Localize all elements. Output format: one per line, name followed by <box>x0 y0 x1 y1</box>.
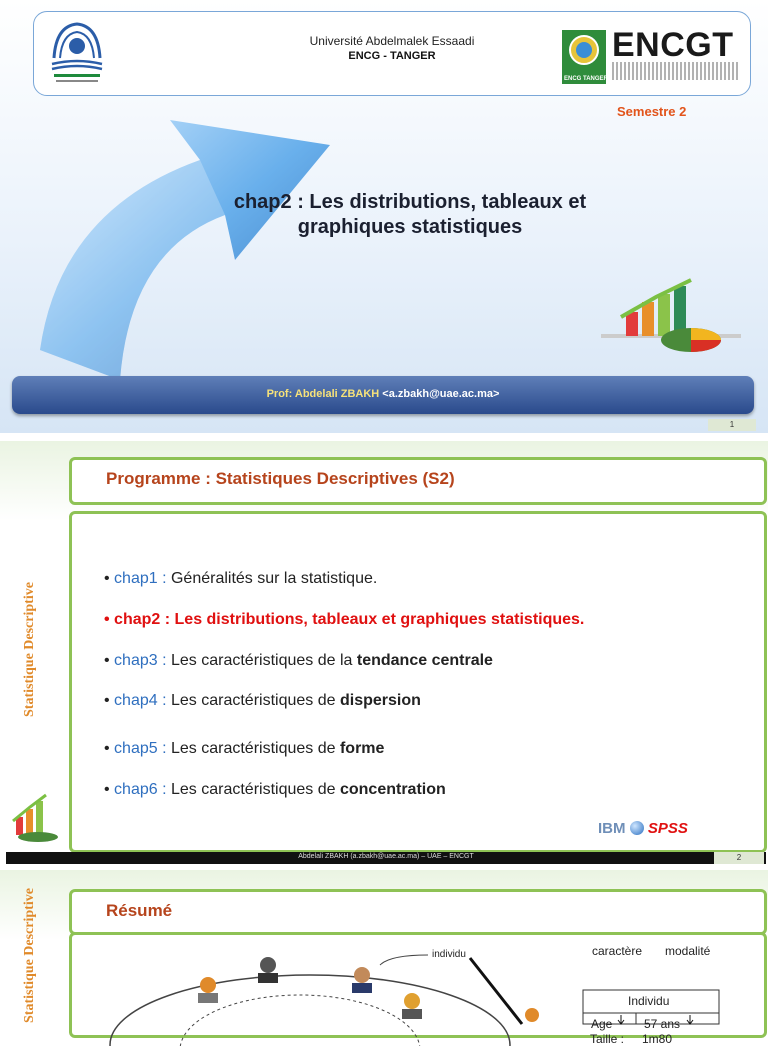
chap-text: Les distributions, tableaux et graphiques statistiques. <box>174 611 585 628</box>
title-line-1: chap2 : Les distributions, tableaux et <box>233 191 587 213</box>
chap-label: chap1 : <box>114 570 167 587</box>
professor-name: Prof: Abdelali ZBAKH <box>266 388 380 400</box>
table-cell-caractere: Age <box>591 1017 613 1031</box>
table-cell-modalite: 1m80 <box>642 1032 673 1046</box>
slide-1 <box>0 0 768 433</box>
page-number: 2 <box>714 852 764 864</box>
programme-header <box>69 457 767 505</box>
modalite-label: modalité <box>665 944 711 958</box>
title-line-2: graphiques statistiques <box>297 216 523 238</box>
encgt-emblem-icon <box>562 30 606 84</box>
professor-bar <box>12 376 754 414</box>
school-name: ENCG - TANGER <box>348 50 436 62</box>
list-item-chap5: • chap5 : Les caractéristiques de forme <box>104 740 385 757</box>
caractere-label: caractère <box>592 944 643 958</box>
presentation-title <box>180 190 640 240</box>
bar-chart-graphic-icon <box>596 272 746 362</box>
programme-content <box>69 511 767 853</box>
side-label: Statistique Descriptive <box>22 582 37 717</box>
list-item-chap4: • chap4 : Les caractéristiques de dispersion <box>104 692 421 709</box>
population-diagram <box>0 925 768 1024</box>
ibm-spss-logo <box>598 820 688 837</box>
list-item-chap6: • chap6 : Les caractéristiques de concentration <box>104 781 446 798</box>
encgt-emblem-tag: ENCG TANGER <box>564 76 608 82</box>
side-label: Statistique Descriptive <box>22 888 37 1023</box>
chap-label: chap2 : <box>114 611 171 628</box>
chap-label: chap6 : <box>114 781 167 798</box>
chap-text: Les caractéristiques de <box>170 781 336 798</box>
semester-label: Semestre 2 <box>617 104 687 119</box>
programme-title: Programme : Statistiques Descriptives (S2) <box>106 469 455 488</box>
chap-keyword: forme <box>339 740 385 757</box>
encgt-logo <box>562 26 740 84</box>
encgt-subtitle-decor <box>612 62 738 80</box>
chap-label: chap5 : <box>114 740 167 757</box>
individu-label: individu <box>432 949 466 960</box>
list-item-chap2: • chap2 : Les distributions, tableaux et graphiques statistiques. <box>104 611 585 628</box>
footer-text: Abdelali ZBAKH (a.zbakh@uae.ac.ma) – UAE – ENCGT <box>298 853 474 860</box>
professor-info <box>12 388 754 400</box>
table-cell-caractere: Taille : <box>590 1032 625 1046</box>
chap-text: Généralités sur la statistique. <box>170 570 378 587</box>
chap-label: chap4 : <box>114 692 167 709</box>
table-header: Individu <box>628 994 670 1008</box>
chap-keyword: dispersion <box>339 692 421 709</box>
ibm-wordmark: IBM <box>598 820 626 837</box>
slide2-footer <box>6 852 766 864</box>
chap-text: Les caractéristiques de la <box>170 652 353 669</box>
list-item-chap3: • chap3 : Les caractéristiques de la tendance centrale <box>104 652 493 669</box>
slide-3 <box>0 870 768 1046</box>
globe-icon <box>630 821 644 835</box>
slide-2 <box>0 441 768 871</box>
resume-title: Résumé <box>106 901 173 920</box>
table-cell-modalite: 57 ans <box>644 1017 681 1031</box>
list-item-chap1: • chap1 : Généralités sur la statistique. <box>104 570 378 587</box>
encgt-wordmark: ENCGT <box>612 26 734 64</box>
page-number: 1 <box>708 419 756 431</box>
spss-wordmark: SPSS <box>647 820 688 837</box>
chap-text: Les caractéristiques de <box>170 692 336 709</box>
arrow-graphic-icon <box>0 90 380 420</box>
slide1-header <box>33 11 751 96</box>
mini-chart-icon <box>8 791 64 843</box>
chap-keyword: concentration <box>339 781 446 798</box>
university-name: Université Abdelmalek Essaadi <box>309 34 475 48</box>
chap-keyword: tendance centrale <box>356 652 493 669</box>
chap-text: Les caractéristiques de <box>170 740 336 757</box>
professor-email: <a.zbakh@uae.ac.ma> <box>382 388 500 400</box>
chap-label: chap3 : <box>114 652 167 669</box>
